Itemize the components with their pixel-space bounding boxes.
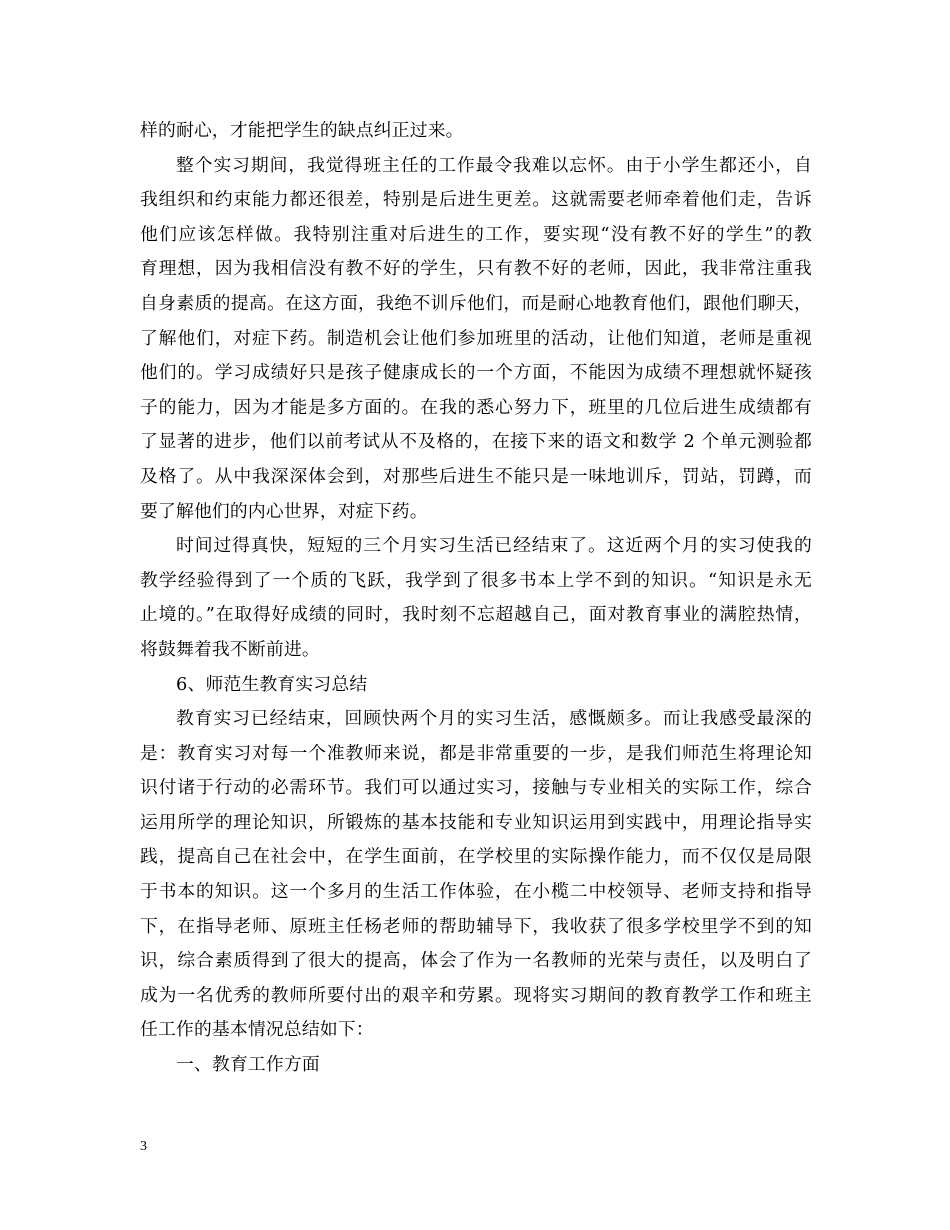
text-line: 他们应该怎样做。我特别注重对后进生的工作，要实现“没有教不好的学生”的教 — [140, 223, 812, 245]
text-line: 任工作的基本情况总结如下： — [140, 1019, 374, 1041]
text-line: 识付诸于行动的必需环节。我们可以通过实习，接触与专业相关的实际工作，综合 — [140, 777, 812, 799]
text-line: 践，提高自己在社会中，在学生面前，在学校里的实际操作能力，而不仅仅是局限 — [140, 846, 812, 868]
text-line: 将鼓舞着我不断前进。 — [140, 638, 320, 660]
text-line: 了解他们，对症下药。制造机会让他们参加班里的活动，让他们知道，老师是重视 — [140, 327, 812, 349]
text-line: 6、师范生教育实习总结 — [176, 673, 368, 695]
text-line: 止境的。”在取得好成绩的同时，我时刻不忘超越自己，面对教育事业的满腔热情， — [140, 604, 812, 626]
text-line: 样的耐心，才能把学生的缺点纠正过来。 — [140, 120, 464, 141]
text-line: 及格了。从中我深深体会到，对那些后进生不能只是一味地训斥，罚站，罚蹲，而 — [140, 465, 812, 487]
text-line: 了显著的进步，他们以前考试从不及格的，在接下来的语文和数学 2 个单元测验都 — [140, 431, 812, 453]
text-line: 一、教育工作方面 — [176, 1054, 320, 1076]
text-line: 要了解他们的内心世界，对症下药。 — [140, 500, 428, 522]
text-line: 自身素质的提高。在这方面，我绝不训斥他们，而是耐心地教育他们，跟他们聊天， — [140, 292, 812, 314]
text-line: 运用所学的理论知识，所锻炼的基本技能和专业知识运用到实践中，用理论指导实 — [140, 811, 812, 833]
text-line: 成为一名优秀的教师所要付出的艰辛和劳累。现将实习期间的教育教学工作和班主 — [140, 984, 812, 1006]
page-number: 3 — [140, 1139, 147, 1154]
text-line: 是：教育实习对每一个准教师来说，都是非常重要的一步，是我们师范生将理论知 — [140, 742, 812, 764]
body-text — [140, 114, 812, 1083]
text-line: 于书本的知识。这一个多月的生活工作体验，在小榄二中校领导、老师支持和指导 — [140, 881, 812, 903]
text-line: 教学经验得到了一个质的飞跃，我学到了很多书本上学不到的知识。“知识是永无 — [140, 569, 812, 591]
text-line: 整个实习期间，我觉得班主任的工作最令我难以忘怀。由于小学生都还小，自 — [176, 154, 812, 176]
text-line: 育理想，因为我相信没有教不好的学生，只有教不好的老师，因此，我非常注重我 — [140, 258, 812, 280]
text-line: 下，在指导老师、原班主任杨老师的帮助辅导下，我收获了很多学校里学不到的知 — [140, 915, 812, 937]
text-line: 子的能力，因为才能是多方面的。在我的悉心努力下，班里的几位后进生成绩都有 — [140, 396, 812, 418]
text-line: 他们的。学习成绩好只是孩子健康成长的一个方面，不能因为成绩不理想就怀疑孩 — [140, 362, 812, 384]
text-line: 识，综合素质得到了很大的提高，体会了作为一名教师的光荣与责任，以及明白了 — [140, 950, 812, 972]
text-line: 时间过得真快，短短的三个月实习生活已经结束了。这近两个月的实习使我的 — [176, 535, 812, 557]
text-line: 我组织和约束能力都还很差，特别是后进生更差。这就需要老师牵着他们走，告诉 — [140, 189, 812, 211]
text-line: 教育实习已经结束，回顾快两个月的实习生活，感慨颇多。而让我感受最深的 — [176, 708, 812, 730]
